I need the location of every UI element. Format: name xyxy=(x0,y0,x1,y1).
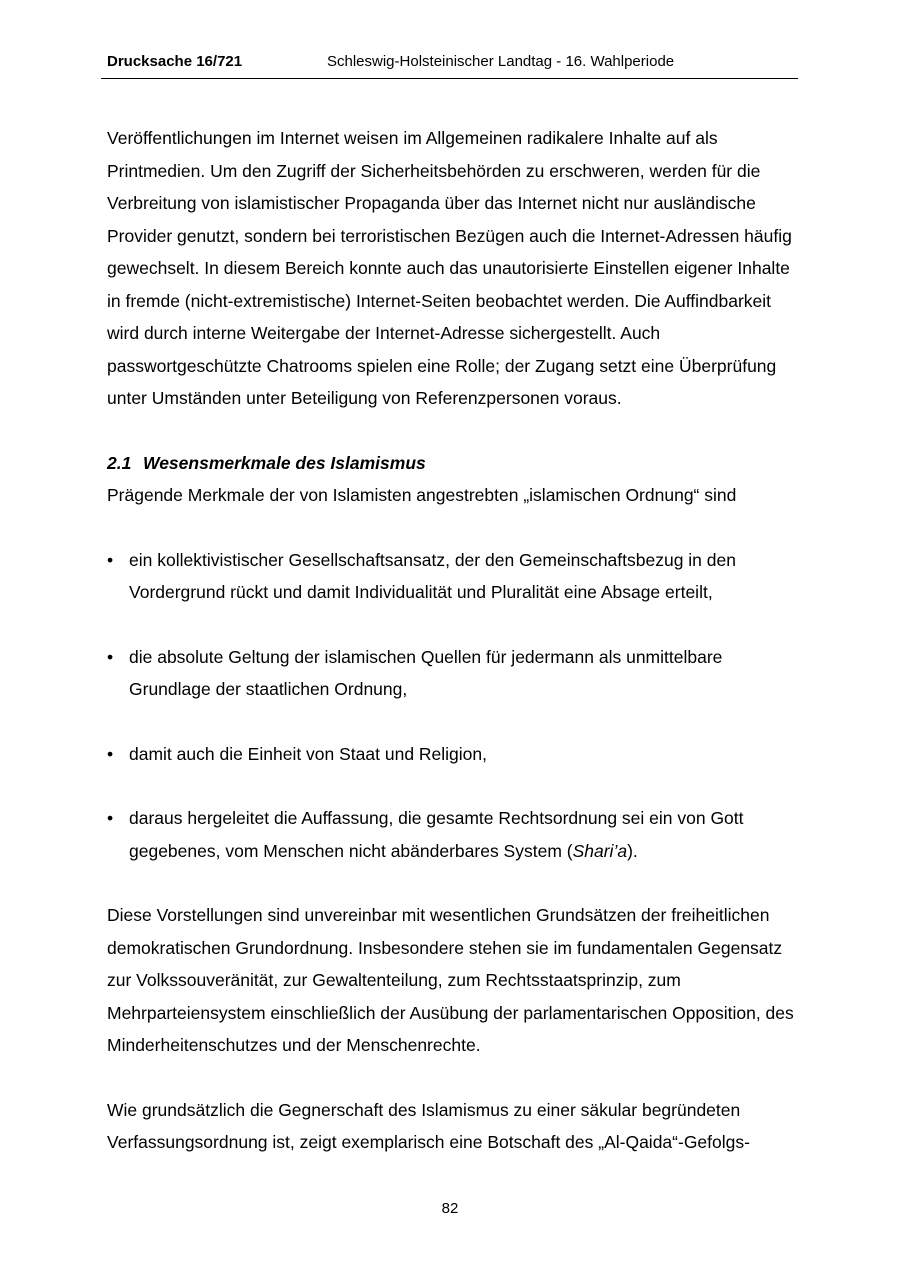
list-item xyxy=(107,641,807,706)
paragraph-internet: Veröffentlichungen im Internet weisen im Allgemeinen radikalere Inhalte auf als Printmedien. Um den Zugriff der Sicherheitsbehörden zu erschweren, werden für die Verbreitung von islamistischer Propaganda über das Internet nicht nur ausländische Provider genutzt, sondern bei terroristischen Bezügen auch die Internet-Adressen häufig gewechselt. In diesem Bereich konnte auch das unautorisierte Einstellen eigener Inhalte in fremde (nicht-extremistische) Internet-Seiten beobachtet werden. Die Auffindbarkeit wird durch interne Weitergabe der Internet-Adresse sichergestellt. Auch passwortgeschützte Chatrooms spielen eine Rolle; der Zugang setzt eine Überprüfung unter Umständen unter Beteiligung von Referenzpersonen voraus. xyxy=(107,128,792,408)
page-header xyxy=(101,52,798,79)
document-number: Drucksache 16/721 xyxy=(107,53,243,70)
sharia-term: Shari’a xyxy=(572,840,628,861)
list-item xyxy=(107,802,807,867)
bullet-icon: • xyxy=(107,646,114,667)
bullet-icon: • xyxy=(107,549,114,570)
list-item-text: ein kollektivistischer Gesellschaftsansatz, der den Gemeinschaftsbezug in den Vordergrund rückt und damit Individualität und Pluralität eine Absage erteilt, xyxy=(129,549,736,602)
list-item-text-end: ). xyxy=(627,840,638,861)
page-content xyxy=(107,122,807,1159)
list-item xyxy=(107,544,807,609)
list-item-text: die absolute Geltung der islamischen Quellen für jedermann als unmittelbare Grundlage der staatlichen Ordnung, xyxy=(129,646,723,699)
bullet-icon: • xyxy=(107,808,114,828)
section-heading xyxy=(107,447,807,480)
paragraph-opposition: Wie grundsätzlich die Gegnerschaft des Islamismus zu einer säkular begründeten Verfassungsordnung ist, zeigt exemplarisch eine Botschaft des „Al-Qaida“-Gefolgs- xyxy=(107,1099,750,1152)
paragraph-incompatibility: Diese Vorstellungen sind unvereinbar mit wesentlichen Grundsätzen der freiheitlichen demokratischen Grundordnung. Insbesondere stehen sie im fundamentalen Gegensatz zur Volkssouveränität, zur Gewaltenteilung, zum Rechtsstaatsprinzip, zum Mehrparteiensystem einschließlich der Ausübung der parlamentarischen Opposition, des Minderheitenschutzes und der Menschenrechte. xyxy=(107,905,794,1055)
list-item-text: damit auch die Einheit von Staat und Religion, xyxy=(129,743,488,764)
header-title: Schleswig-Holsteinischer Landtag - 16. Wahlperiode xyxy=(327,53,675,70)
section-title: Wesensmerkmale des Islamismus xyxy=(143,452,426,473)
paragraph-intro: Prägende Merkmale der von Islamisten angestrebten „islamischen Ordnung“ sind xyxy=(107,485,737,505)
bullet-icon: • xyxy=(107,743,114,764)
list-item xyxy=(107,738,807,771)
section-number: 2.1 xyxy=(107,452,132,473)
list-item-text-start: daraus hergeleitet die Auffassung, die gesamte Rechtsordnung sei ein von Gott gegebenes, vom Menschen nicht abänderbares System ( xyxy=(129,808,744,861)
page-number: 82 xyxy=(441,1200,459,1217)
characteristics-list xyxy=(107,544,807,868)
list-item-text xyxy=(129,808,744,861)
